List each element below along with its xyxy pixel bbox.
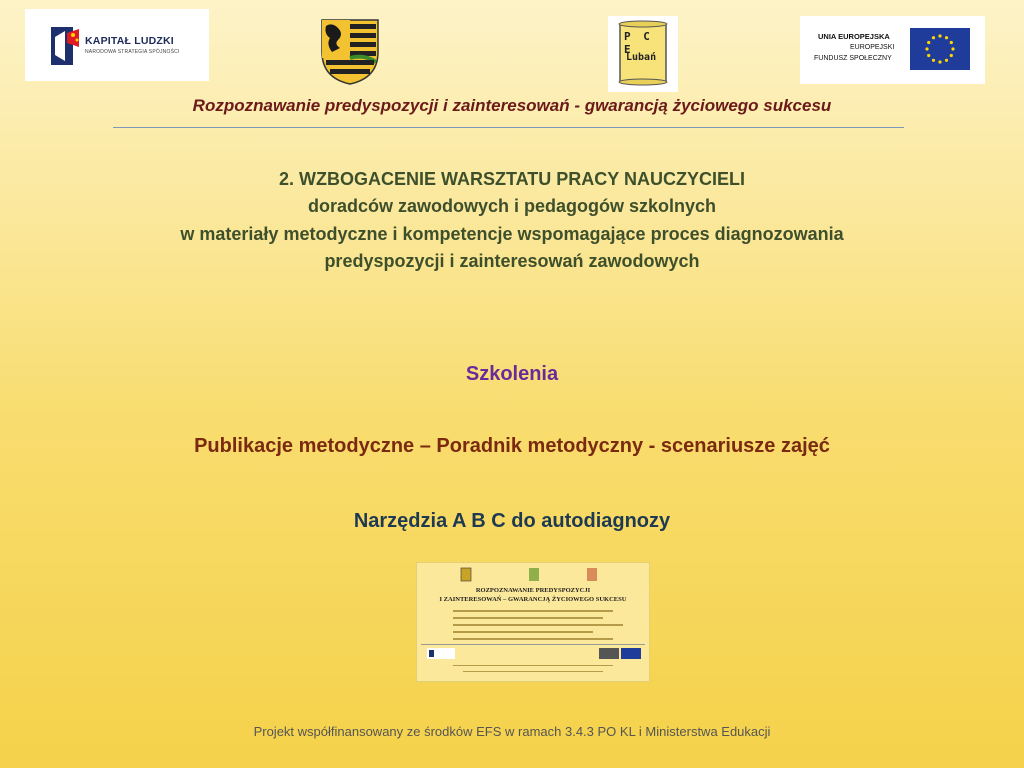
thumbnail-logos-icon [459, 567, 609, 583]
eu-social-fund-logo [800, 16, 985, 84]
section-narzedzia: Narzędzia A B C do autodiagnozy [353, 510, 671, 532]
document-title-line-2: I ZAINTERESOWAŃ – GWARANCJĄ ŻYCIOWEGO SUKCESU [439, 596, 627, 603]
pce-logo-town: Lubań [626, 52, 657, 63]
document-title-line-1: ROZPOZNAWANIE PREDYSPOZYCJI [475, 587, 591, 594]
document-text-line [453, 665, 613, 666]
document-text-line [453, 617, 603, 619]
eu-logo-line2: EUROPEJSKI [850, 44, 895, 51]
section-szkolenia: Szkolenia [465, 363, 559, 385]
document-divider [421, 644, 645, 645]
document-text-line [453, 638, 613, 640]
footer-funding-note: Projekt współfinansowany ze środków EFS w ramach 3.4.3 PO KL i Ministerstwa Edukacji [253, 724, 771, 739]
heading-line-3: w materiały metodyczne i kompetencje wspomagające proces diagnozowania [180, 224, 844, 244]
heading-line-1: 2. WZBOGACENIE WARSZTATU PRACY NAUCZYCIELI [278, 169, 745, 189]
project-subtitle: Rozpoznawanie predyspozycji i zainteresowań - gwarancją życiowego sukcesu [192, 96, 832, 115]
heading-line-2: doradców zawodowych i pedagogów szkolnych [307, 196, 717, 216]
heading-line-4: predyspozycji i zainteresowań zawodowych [324, 251, 700, 271]
kapital-ludzki-title: KAPITAŁ LUDZKI [85, 35, 174, 47]
eu-flag-icon [910, 28, 970, 70]
kapital-ludzki-emblem-icon [51, 27, 81, 65]
eu-logo-line1: UNIA EUROPEJSKA [818, 32, 890, 41]
document-text-line [453, 624, 623, 626]
pce-luban-logo [608, 16, 678, 92]
thumbnail-footer-logos-icon [427, 647, 641, 661]
document-thumbnail [416, 562, 650, 682]
coat-of-arms-icon [320, 18, 380, 86]
document-text-line [453, 610, 613, 612]
pce-logo-letters: P C E [624, 30, 653, 56]
kapital-ludzki-logo [25, 9, 209, 81]
eu-logo-line3: FUNDUSZ SPOŁECZNY [814, 55, 892, 62]
county-crest-logo [320, 18, 380, 86]
kapital-ludzki-subtitle: NARODOWA STRATEGIA SPÓJNOŚCI [85, 49, 180, 55]
document-text-line [463, 671, 603, 672]
document-text-line [453, 631, 593, 633]
divider-line [113, 127, 904, 128]
section-publikacje: Publikacje metodyczne – Poradnik metodyczny - scenariusze zajęć [194, 435, 830, 457]
